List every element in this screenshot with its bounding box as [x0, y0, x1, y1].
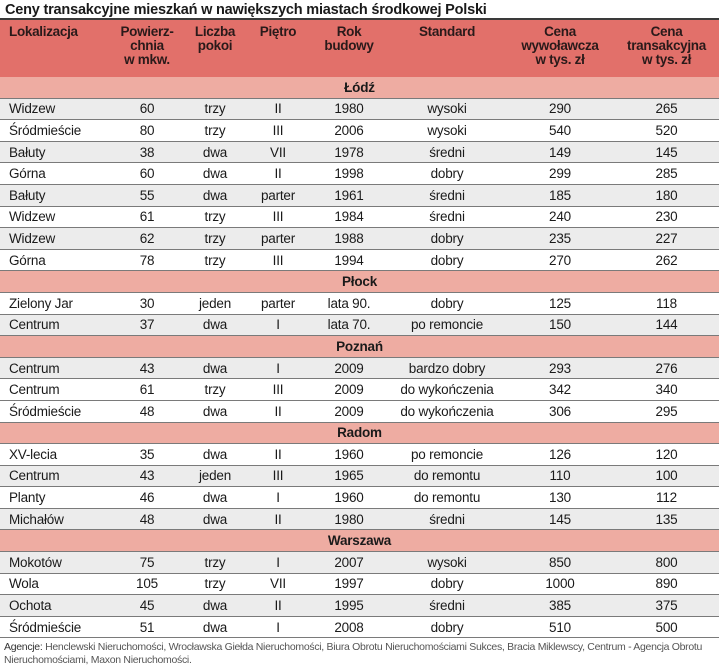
table-row — [0, 444, 719, 466]
cell-liczba-pokoi: dwa — [184, 616, 246, 638]
cell-cena-transakcyjna: 890 — [614, 573, 719, 595]
table-row — [0, 465, 719, 487]
column-header-rok-budowy — [310, 20, 388, 77]
cell-rok-budowy: lata 70. — [310, 314, 388, 336]
column-header-line: transakcyjna — [627, 38, 706, 53]
column-header-line: wywoławcza — [521, 38, 599, 53]
city-section-row — [0, 422, 719, 444]
cell-cena-transakcyjna: 500 — [614, 616, 719, 638]
table-row — [0, 595, 719, 617]
cell-standard: po remoncie — [388, 444, 506, 466]
table-row — [0, 141, 719, 163]
cell-lokalizacja: Michałów — [0, 508, 110, 530]
cell-standard: do remontu — [388, 487, 506, 509]
cell-powierzchnia: 48 — [110, 400, 184, 422]
cell-cena-wywolawcza: 126 — [506, 444, 614, 466]
cell-rok-budowy: 1984 — [310, 206, 388, 228]
cell-rok-budowy: 1961 — [310, 184, 388, 206]
cell-standard: średni — [388, 184, 506, 206]
cell-rok-budowy: 2007 — [310, 552, 388, 574]
cell-standard: do wykończenia — [388, 379, 506, 401]
cell-liczba-pokoi: trzy — [184, 120, 246, 142]
cell-pietro: III — [246, 379, 310, 401]
cell-powierzchnia: 105 — [110, 573, 184, 595]
cell-lokalizacja: Centrum — [0, 357, 110, 379]
cell-lokalizacja: Mokotów — [0, 552, 110, 574]
cell-cena-wywolawcza: 125 — [506, 292, 614, 314]
sources-text: Henclewski Nieruchomości, Wrocławska Giełda Nieruchomości, Biura Obrotu Nieruchomościami Sukces, Bracia Miklewscy, Centrum - Agencja Obrotu Nieruchomościami, Maxon Nieruchomości. — [4, 641, 703, 667]
cell-liczba-pokoi: dwa — [184, 314, 246, 336]
column-header-line: Powierz- — [120, 24, 174, 39]
cell-lokalizacja: Centrum — [0, 379, 110, 401]
cell-liczba-pokoi: dwa — [184, 508, 246, 530]
city-section-row — [0, 77, 719, 98]
cell-liczba-pokoi: dwa — [184, 487, 246, 509]
table-title: Ceny transakcyjne mieszkań w nawiększych miastach środkowej Polski — [0, 0, 719, 20]
cell-cena-transakcyjna: 112 — [614, 487, 719, 509]
cell-powierzchnia: 55 — [110, 184, 184, 206]
city-name: Łódź — [0, 77, 719, 98]
cell-rok-budowy: 2006 — [310, 120, 388, 142]
cell-rok-budowy: 1960 — [310, 487, 388, 509]
table-row — [0, 487, 719, 509]
cell-standard: średni — [388, 206, 506, 228]
cell-standard: wysoki — [388, 98, 506, 120]
cell-standard: bardzo dobry — [388, 357, 506, 379]
cell-powierzchnia: 43 — [110, 357, 184, 379]
cell-pietro: VII — [246, 141, 310, 163]
cell-standard: średni — [388, 595, 506, 617]
cell-cena-transakcyjna: 145 — [614, 141, 719, 163]
table-row — [0, 184, 719, 206]
cell-powierzchnia: 60 — [110, 163, 184, 185]
cell-standard: średni — [388, 508, 506, 530]
sources-label: Agencje: — [4, 641, 43, 654]
city-name: Warszawa — [0, 530, 719, 552]
cell-powierzchnia: 80 — [110, 120, 184, 142]
apartment-prices-table — [0, 20, 719, 638]
table-row — [0, 616, 719, 638]
cell-cena-wywolawcza: 299 — [506, 163, 614, 185]
cell-standard: dobry — [388, 228, 506, 250]
cell-cena-wywolawcza: 293 — [506, 357, 614, 379]
city-name: Poznań — [0, 336, 719, 358]
cell-lokalizacja: Górna — [0, 163, 110, 185]
cell-standard: dobry — [388, 573, 506, 595]
column-header-powierzchnia — [110, 20, 184, 77]
column-header-pietro — [246, 20, 310, 77]
cell-standard: dobry — [388, 292, 506, 314]
column-header-liczba-pokoi — [184, 20, 246, 77]
cell-pietro: I — [246, 487, 310, 509]
column-header-line: Liczba — [194, 24, 236, 39]
cell-standard: po remoncie — [388, 314, 506, 336]
cell-cena-wywolawcza: 240 — [506, 206, 614, 228]
cell-liczba-pokoi: dwa — [184, 357, 246, 379]
cell-pietro: III — [246, 120, 310, 142]
city-name: Płock — [0, 271, 719, 293]
cell-powierzchnia: 78 — [110, 249, 184, 271]
column-header-line: Lokalizacja — [9, 24, 78, 39]
table-row — [0, 292, 719, 314]
cell-liczba-pokoi: jeden — [184, 292, 246, 314]
column-header-line: Cena — [544, 24, 576, 39]
cell-standard: średni — [388, 141, 506, 163]
table-row — [0, 357, 719, 379]
column-header-line: w tys. zł — [641, 52, 692, 67]
cell-liczba-pokoi: dwa — [184, 141, 246, 163]
table-row — [0, 228, 719, 250]
cell-pietro: III — [246, 249, 310, 271]
cell-rok-budowy: 1994 — [310, 249, 388, 271]
column-header-line: w mkw. — [124, 52, 170, 67]
cell-lokalizacja: Planty — [0, 487, 110, 509]
cell-powierzchnia: 61 — [110, 206, 184, 228]
cell-powierzchnia: 45 — [110, 595, 184, 617]
cell-rok-budowy: 1978 — [310, 141, 388, 163]
column-header-line: budowy — [324, 38, 374, 53]
cell-liczba-pokoi: dwa — [184, 595, 246, 617]
column-header-line: chnia — [130, 38, 164, 53]
cell-rok-budowy: 1998 — [310, 163, 388, 185]
cell-powierzchnia: 43 — [110, 465, 184, 487]
cell-lokalizacja: Widzew — [0, 206, 110, 228]
cell-powierzchnia: 30 — [110, 292, 184, 314]
cell-powierzchnia: 48 — [110, 508, 184, 530]
cell-liczba-pokoi: dwa — [184, 163, 246, 185]
cell-cena-transakcyjna: 265 — [614, 98, 719, 120]
column-header-lokalizacja — [0, 20, 110, 77]
cell-cena-wywolawcza: 110 — [506, 465, 614, 487]
cell-pietro: II — [246, 595, 310, 617]
cell-liczba-pokoi: dwa — [184, 400, 246, 422]
cell-pietro: II — [246, 444, 310, 466]
cell-lokalizacja: Wola — [0, 573, 110, 595]
cell-powierzchnia: 35 — [110, 444, 184, 466]
cell-pietro: I — [246, 357, 310, 379]
cell-cena-wywolawcza: 149 — [506, 141, 614, 163]
column-header-line: Rok — [336, 24, 362, 39]
table-row — [0, 552, 719, 574]
cell-rok-budowy: 1980 — [310, 508, 388, 530]
table-row — [0, 400, 719, 422]
cell-cena-transakcyjna: 276 — [614, 357, 719, 379]
cell-lokalizacja: Ochota — [0, 595, 110, 617]
cell-lokalizacja: Bałuty — [0, 141, 110, 163]
cell-cena-wywolawcza: 270 — [506, 249, 614, 271]
cell-cena-wywolawcza: 510 — [506, 616, 614, 638]
column-header-line: Piętro — [259, 24, 297, 39]
cell-pietro: parter — [246, 228, 310, 250]
cell-liczba-pokoi: dwa — [184, 184, 246, 206]
cell-cena-wywolawcza: 185 — [506, 184, 614, 206]
cell-liczba-pokoi: trzy — [184, 206, 246, 228]
cell-pietro: II — [246, 163, 310, 185]
cell-pietro: II — [246, 98, 310, 120]
column-header-cena-wywolawcza — [506, 20, 614, 77]
cell-standard: wysoki — [388, 552, 506, 574]
cell-lokalizacja: Centrum — [0, 465, 110, 487]
cell-cena-transakcyjna: 800 — [614, 552, 719, 574]
cell-liczba-pokoi: dwa — [184, 444, 246, 466]
cell-standard: do wykończenia — [388, 400, 506, 422]
cell-powierzchnia: 75 — [110, 552, 184, 574]
table-row — [0, 573, 719, 595]
cell-liczba-pokoi: trzy — [184, 228, 246, 250]
cell-powierzchnia: 60 — [110, 98, 184, 120]
cell-lokalizacja: Widzew — [0, 228, 110, 250]
table-row — [0, 379, 719, 401]
cell-lokalizacja: XV-lecia — [0, 444, 110, 466]
cell-pietro: III — [246, 465, 310, 487]
cell-cena-transakcyjna: 375 — [614, 595, 719, 617]
cell-standard: wysoki — [388, 120, 506, 142]
table-row — [0, 314, 719, 336]
cell-cena-wywolawcza: 385 — [506, 595, 614, 617]
city-section-row — [0, 271, 719, 293]
cell-lokalizacja: Zielony Jar — [0, 292, 110, 314]
table-row — [0, 249, 719, 271]
cell-rok-budowy: 1965 — [310, 465, 388, 487]
column-header-line: pokoi — [197, 38, 233, 53]
cell-rok-budowy: 1960 — [310, 444, 388, 466]
cell-cena-wywolawcza: 342 — [506, 379, 614, 401]
city-section-row — [0, 530, 719, 552]
cell-cena-transakcyjna: 118 — [614, 292, 719, 314]
cell-lokalizacja: Górna — [0, 249, 110, 271]
cell-powierzchnia: 37 — [110, 314, 184, 336]
cell-rok-budowy: 2009 — [310, 379, 388, 401]
cell-standard: do remontu — [388, 465, 506, 487]
cell-cena-transakcyjna: 100 — [614, 465, 719, 487]
cell-lokalizacja: Bałuty — [0, 184, 110, 206]
cell-liczba-pokoi: trzy — [184, 249, 246, 271]
cell-pietro: II — [246, 400, 310, 422]
cell-cena-wywolawcza: 1000 — [506, 573, 614, 595]
cell-rok-budowy: 1980 — [310, 98, 388, 120]
cell-rok-budowy: 2008 — [310, 616, 388, 638]
cell-cena-wywolawcza: 150 — [506, 314, 614, 336]
table-row — [0, 120, 719, 142]
cell-rok-budowy: lata 90. — [310, 292, 388, 314]
column-header-standard — [388, 20, 506, 77]
header-row — [0, 20, 719, 77]
cell-rok-budowy: 1997 — [310, 573, 388, 595]
table-row — [0, 98, 719, 120]
city-section-row — [0, 336, 719, 358]
table-row — [0, 206, 719, 228]
cell-lokalizacja: Widzew — [0, 98, 110, 120]
cell-powierzchnia: 46 — [110, 487, 184, 509]
cell-cena-wywolawcza: 235 — [506, 228, 614, 250]
cell-cena-transakcyjna: 180 — [614, 184, 719, 206]
cell-lokalizacja: Śródmieście — [0, 400, 110, 422]
cell-powierzchnia: 62 — [110, 228, 184, 250]
cell-pietro: I — [246, 616, 310, 638]
table-body — [0, 77, 719, 638]
cell-cena-transakcyjna: 144 — [614, 314, 719, 336]
cell-standard: dobry — [388, 163, 506, 185]
cell-liczba-pokoi: jeden — [184, 465, 246, 487]
cell-cena-transakcyjna: 520 — [614, 120, 719, 142]
cell-rok-budowy: 1995 — [310, 595, 388, 617]
cell-powierzchnia: 51 — [110, 616, 184, 638]
table-row — [0, 163, 719, 185]
cell-lokalizacja: Śródmieście — [0, 616, 110, 638]
column-header-line: Cena — [650, 24, 683, 39]
cell-rok-budowy: 1988 — [310, 228, 388, 250]
cell-pietro: VII — [246, 573, 310, 595]
cell-standard: dobry — [388, 616, 506, 638]
cell-pietro: II — [246, 508, 310, 530]
cell-cena-wywolawcza: 290 — [506, 98, 614, 120]
cell-lokalizacja: Śródmieście — [0, 120, 110, 142]
cell-pietro: I — [246, 552, 310, 574]
cell-cena-transakcyjna: 285 — [614, 163, 719, 185]
column-header-line: Standard — [418, 24, 476, 39]
cell-standard: dobry — [388, 249, 506, 271]
cell-cena-wywolawcza: 130 — [506, 487, 614, 509]
cell-rok-budowy: 2009 — [310, 357, 388, 379]
cell-cena-transakcyjna: 295 — [614, 400, 719, 422]
city-name: Radom — [0, 422, 719, 444]
cell-pietro: III — [246, 206, 310, 228]
cell-liczba-pokoi: trzy — [184, 573, 246, 595]
cell-cena-transakcyjna: 135 — [614, 508, 719, 530]
cell-liczba-pokoi: trzy — [184, 552, 246, 574]
sources-footer — [0, 638, 719, 667]
cell-cena-transakcyjna: 230 — [614, 206, 719, 228]
cell-rok-budowy: 2009 — [310, 400, 388, 422]
column-header-cena-transakcyjna — [614, 20, 719, 77]
cell-lokalizacja: Centrum — [0, 314, 110, 336]
cell-cena-transakcyjna: 340 — [614, 379, 719, 401]
cell-pietro: parter — [246, 292, 310, 314]
cell-cena-wywolawcza: 850 — [506, 552, 614, 574]
cell-cena-wywolawcza: 306 — [506, 400, 614, 422]
cell-cena-wywolawcza: 145 — [506, 508, 614, 530]
cell-pietro: I — [246, 314, 310, 336]
cell-liczba-pokoi: trzy — [184, 379, 246, 401]
cell-pietro: parter — [246, 184, 310, 206]
cell-cena-transakcyjna: 120 — [614, 444, 719, 466]
cell-powierzchnia: 61 — [110, 379, 184, 401]
cell-cena-transakcyjna: 227 — [614, 228, 719, 250]
cell-powierzchnia: 38 — [110, 141, 184, 163]
cell-cena-transakcyjna: 262 — [614, 249, 719, 271]
column-header-line: w tys. zł — [535, 52, 585, 67]
table-row — [0, 508, 719, 530]
cell-liczba-pokoi: trzy — [184, 98, 246, 120]
cell-cena-wywolawcza: 540 — [506, 120, 614, 142]
